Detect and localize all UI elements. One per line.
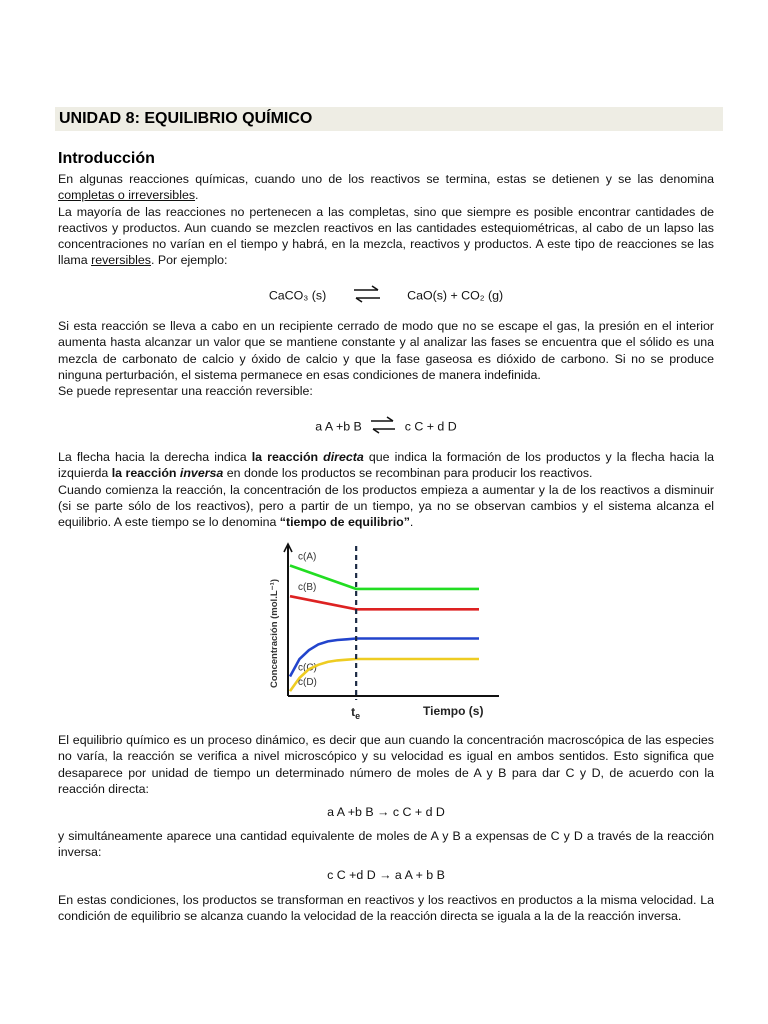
paragraph-3: Si esta reacción se lleva a cabo en un recipiente cerrado de modo que no se escape el gas, la presión en el interior aumenta hasta alcanzar un valor que se mantiene constante y al analizar las fases se encuentra que el sólido es una mezcla de carbonato de calcio y óxido de calcio y que la fase gaseosa es dióxido de carbono. Si no se produce ninguna perturbación, el sistema permanece en esas condiciones de manera indefinida. — [58, 319, 714, 382]
p5-bold-italic-inversa: inversa — [179, 466, 224, 481]
equilibrium-arrows-icon — [369, 416, 397, 438]
chart-svg — [263, 540, 505, 726]
intro-heading: Introducción — [58, 150, 155, 167]
inverse-text-block — [58, 828, 714, 861]
paragraph-7: El equilibrio químico es un proceso dinámico, es decir que aun cuando la concentración macroscópica de las especies no varía, la reacción se verifica a nivel microscópico y su velocidad es igual en ambos sentidos. Esto significa que desaparece por unidad de tiempo un determinado número de moles de A y B para dar C y D, de acuerdo con la reacción directa: — [58, 733, 714, 796]
paragraph-5 — [58, 449, 714, 482]
p1-text: En algunas reacciones químicas, cuando uno de los reactivos se termina, estas se detienen y se las denomina — [58, 172, 714, 186]
eq2-right: c C + d D — [404, 419, 457, 434]
series-line-cd — [290, 659, 479, 691]
equation-1 — [58, 285, 714, 307]
equation-3: a A +b B → c C + d D — [327, 805, 445, 819]
equation-4: c C +d D → a A + b B — [327, 868, 445, 882]
series-label-cb: c(B) — [298, 582, 317, 594]
eq1-right: CaO(s) + CO₂ (g) — [407, 288, 504, 303]
p5-bold-italic-directa: directa — [323, 450, 364, 464]
intro-text-block — [58, 171, 714, 269]
x-axis-label: Tiempo (s) — [423, 704, 484, 718]
paragraph-8: y simultáneamente aparece una cantidad equivalente de moles de A y B a expensas de C y D a través de la reacción inversa: — [58, 829, 714, 860]
paragraph-4: Se puede representar una reacción reversible: — [58, 384, 313, 399]
series-label-cd: c(D) — [298, 677, 317, 689]
middle-text-block — [58, 318, 714, 399]
p5-bold-2: la reacción — [111, 466, 180, 481]
paragraph-2 — [58, 204, 714, 269]
equilibrium-arrows-icon — [352, 285, 382, 307]
p2-underlined-term: reversibles — [91, 253, 151, 268]
p5-bold-1: la reacción — [251, 450, 324, 464]
p1-end: . — [195, 188, 199, 203]
p5-text-3: en donde los productos se recombinan para producir los reactivos. — [223, 466, 593, 481]
series-line-cc — [290, 639, 479, 677]
paragraph-1 — [58, 171, 714, 204]
equation-2 — [58, 416, 714, 438]
p6-text: Cuando comienza la reacción, la concentración de los productos empieza a aumentar y la de los reactivos a disminuir (si se parte sólo de los reactivos), pero a partir de un tiempo, ya no se observan cambios y el sistema alcanza el equilibrio. A este tiempo se lo denomina — [58, 482, 714, 530]
series-line-cb — [290, 596, 479, 609]
p5-text-2: que indica la formación de los productos y la flecha hacia la izquierda — [58, 450, 715, 481]
y-axis-label: Concentración (mol.L⁻¹) — [269, 579, 280, 688]
series-line-ca — [290, 566, 479, 589]
paragraph-6 — [58, 482, 714, 531]
p5-text-1: La flecha hacia la derecha indica — [58, 450, 252, 464]
series-label-cc: c(C) — [298, 662, 317, 674]
series-label-ca: c(A) — [298, 551, 317, 563]
series-layer — [290, 552, 479, 692]
concentration-chart — [263, 540, 505, 726]
unit-title: UNIDAD 8: EQUILIBRIO QUÍMICO — [55, 107, 723, 131]
p6-end: . — [409, 515, 414, 530]
dynamic-equilibrium-block — [58, 732, 714, 797]
eq2-left: a A +b B — [315, 419, 362, 434]
te-label: $t_e$ — [351, 705, 361, 721]
arrows-explanation-block — [58, 449, 714, 530]
p2-text: La mayoría de las reacciones no pertenecen a las completas, sino que siempre es posible encontrar cantidades de reactivos y productos. Aun cuando se mezclen reactivos en las cantidades estequiométricas, al cabo de un lapso las concentraciones no varían en el tiempo y habrá, en la mezcla, reactivos y productos. A este tipo de reacciones se las llama — [58, 204, 714, 268]
conclusion-block — [58, 892, 714, 925]
p2-end: . Por ejemplo: — [150, 253, 228, 268]
eq1-left: CaCO₃ (s) — [268, 288, 327, 303]
p6-bold-term: “tiempo de equilibrio” — [279, 515, 410, 530]
paragraph-9: En estas condiciones, los productos se transforman en reactivos y los reactivos en productos a la misma velocidad. La condición de equilibrio se alcanza cuando la velocidad de la reacción directa se iguala a la de la reacción inversa. — [58, 893, 714, 924]
p1-underlined-term: completas o irreversibles — [58, 188, 196, 203]
